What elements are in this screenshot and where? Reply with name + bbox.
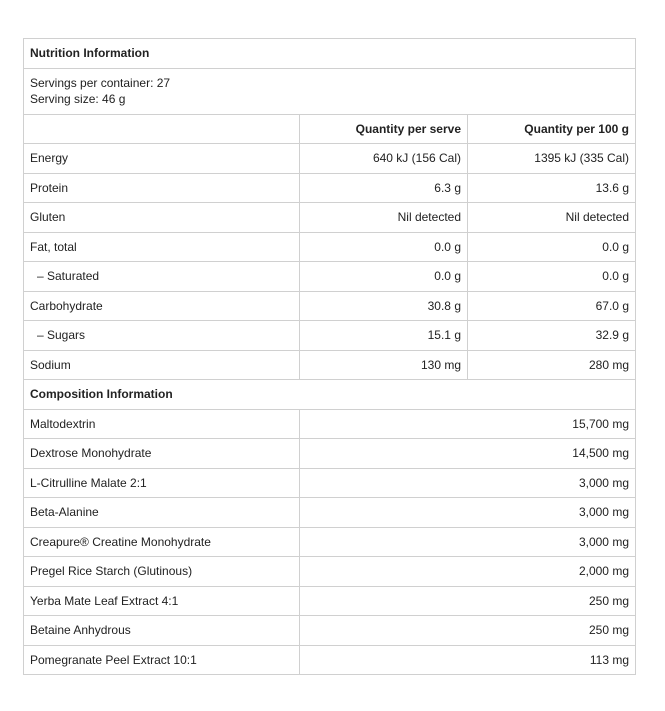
ingredient-label: Pregel Rice Starch (Glutinous)	[24, 557, 300, 587]
ingredient-amount: 15,700 mg	[300, 409, 636, 439]
nutrient-per-100g: 280 mg	[468, 350, 636, 380]
nutrient-per-serve: 15.1 g	[300, 321, 468, 351]
table-row	[24, 144, 636, 174]
table-row	[24, 203, 636, 233]
ingredient-amount: 14,500 mg	[300, 439, 636, 469]
ingredient-label: Pomegranate Peel Extract 10:1	[24, 645, 300, 675]
header-per-serve: Quantity per serve	[300, 114, 468, 144]
nutrient-per-serve: 130 mg	[300, 350, 468, 380]
nutrient-per-serve: 6.3 g	[300, 173, 468, 203]
nutrient-per-100g: 32.9 g	[468, 321, 636, 351]
table-row	[24, 409, 636, 439]
nutrition-title-row	[24, 39, 636, 69]
nutrient-per-100g: 13.6 g	[468, 173, 636, 203]
nutrient-per-serve: 30.8 g	[300, 291, 468, 321]
nutrient-label: – Sugars	[24, 321, 300, 351]
nutrition-table	[23, 38, 636, 675]
nutrient-per-100g: 67.0 g	[468, 291, 636, 321]
ingredient-amount: 3,000 mg	[300, 527, 636, 557]
ingredient-label: L-Citrulline Malate 2:1	[24, 468, 300, 498]
ingredient-amount: 113 mg	[300, 645, 636, 675]
nutrient-per-serve: 0.0 g	[300, 232, 468, 262]
table-row	[24, 232, 636, 262]
composition-title: Composition Information	[24, 380, 636, 410]
nutrient-per-100g: 0.0 g	[468, 232, 636, 262]
nutrient-per-serve: Nil detected	[300, 203, 468, 233]
nutrient-per-serve: 0.0 g	[300, 262, 468, 292]
table-row	[24, 350, 636, 380]
table-row	[24, 173, 636, 203]
nutrient-label: Energy	[24, 144, 300, 174]
ingredient-amount: 250 mg	[300, 616, 636, 646]
serving-size: Serving size: 46 g	[30, 92, 126, 106]
nutrient-label: Fat, total	[24, 232, 300, 262]
ingredient-label: Betaine Anhydrous	[24, 616, 300, 646]
header-per-100g: Quantity per 100 g	[468, 114, 636, 144]
nutrient-label: Sodium	[24, 350, 300, 380]
table-row	[24, 291, 636, 321]
table-row	[24, 557, 636, 587]
nutrient-label: Gluten	[24, 203, 300, 233]
table-row	[24, 616, 636, 646]
table-row	[24, 645, 636, 675]
ingredient-label: Yerba Mate Leaf Extract 4:1	[24, 586, 300, 616]
table-row	[24, 262, 636, 292]
table-row	[24, 321, 636, 351]
table-row	[24, 527, 636, 557]
nutrient-per-100g: 0.0 g	[468, 262, 636, 292]
ingredient-label: Maltodextrin	[24, 409, 300, 439]
serving-info-row	[24, 68, 636, 114]
ingredient-amount: 2,000 mg	[300, 557, 636, 587]
nutrient-per-100g: 1395 kJ (335 Cal)	[468, 144, 636, 174]
table-row	[24, 439, 636, 469]
nutrient-label: – Saturated	[24, 262, 300, 292]
nutrient-per-100g: Nil detected	[468, 203, 636, 233]
header-blank	[24, 114, 300, 144]
ingredient-amount: 250 mg	[300, 586, 636, 616]
servings-per-container: Servings per container: 27	[30, 76, 171, 90]
column-header-row	[24, 114, 636, 144]
table-row	[24, 586, 636, 616]
ingredient-amount: 3,000 mg	[300, 498, 636, 528]
composition-title-row	[24, 380, 636, 410]
nutrient-label: Protein	[24, 173, 300, 203]
table-row	[24, 468, 636, 498]
nutrient-per-serve: 640 kJ (156 Cal)	[300, 144, 468, 174]
table-row	[24, 498, 636, 528]
ingredient-label: Beta-Alanine	[24, 498, 300, 528]
nutrient-label: Carbohydrate	[24, 291, 300, 321]
ingredient-amount: 3,000 mg	[300, 468, 636, 498]
serving-info	[24, 68, 636, 114]
ingredient-label: Creapure® Creatine Monohydrate	[24, 527, 300, 557]
nutrition-panel	[23, 38, 635, 675]
ingredient-label: Dextrose Monohydrate	[24, 439, 300, 469]
nutrition-title: Nutrition Information	[24, 39, 636, 69]
